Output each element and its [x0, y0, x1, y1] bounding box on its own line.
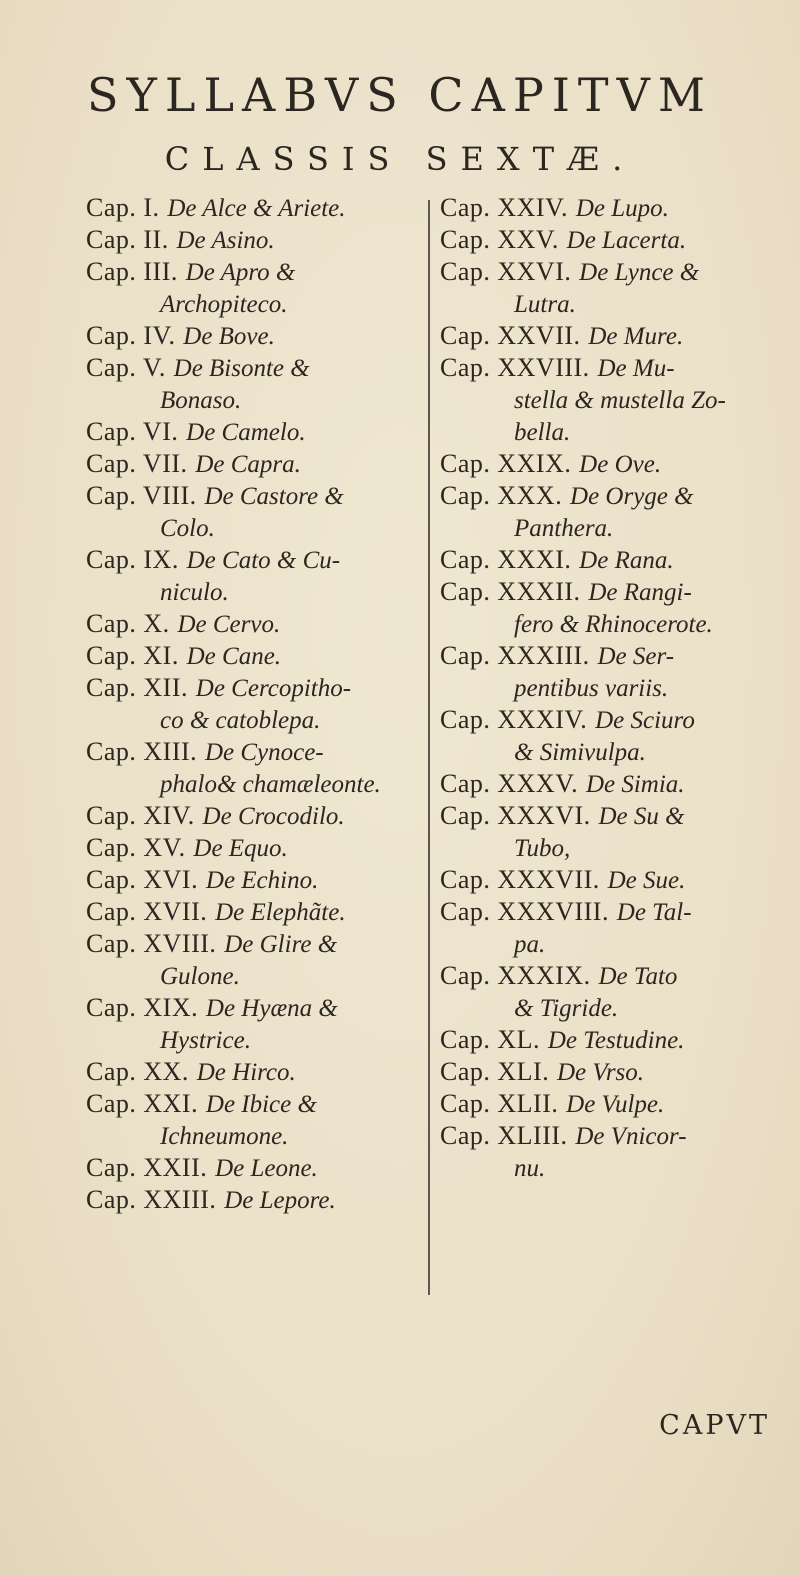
chapter-title: De Vnicor-	[575, 1123, 687, 1150]
chapter-number: Cap. XXXII.	[440, 577, 581, 606]
chapter-title: De Camelo.	[186, 419, 306, 446]
chapter-entry	[440, 480, 780, 512]
chapter-entry	[440, 1120, 780, 1152]
chapter-number: Cap. XL.	[440, 1025, 541, 1054]
chapter-title: De Lupo.	[575, 195, 669, 222]
chapter-number: Cap. XXIV.	[440, 193, 569, 222]
chapter-number: Cap. XXV.	[440, 225, 559, 254]
chapter-number: Cap. XXXVII.	[440, 865, 600, 894]
chapter-entry-continuation	[440, 416, 780, 448]
chapter-entry	[440, 192, 780, 224]
chapter-title: Gulone.	[160, 963, 240, 990]
chapter-entry	[440, 768, 780, 800]
chapter-entry-continuation	[86, 576, 430, 608]
chapter-title: Panthera.	[514, 515, 614, 542]
page-title: SYLLABVS CAPITVM	[87, 68, 713, 122]
chapter-entry	[86, 608, 430, 640]
chapter-title: De Ser-	[597, 643, 675, 670]
chapter-entry-continuation	[86, 768, 430, 800]
column-divider	[428, 200, 430, 1295]
chapter-entry	[86, 256, 430, 288]
chapter-entry-continuation	[86, 704, 430, 736]
chapter-entry	[440, 864, 780, 896]
chapter-title: stella & mustella Zo-	[514, 387, 726, 414]
chapter-entry	[440, 1088, 780, 1120]
chapter-entry	[86, 800, 430, 832]
chapter-entry	[440, 256, 780, 288]
chapter-title: De Tal-	[616, 899, 692, 926]
chapter-title: Bonaso.	[160, 387, 242, 414]
chapter-number: Cap. V.	[86, 353, 166, 382]
chapter-number: Cap. XXVIII.	[440, 353, 590, 382]
chapter-title: De Apro &	[185, 259, 296, 286]
chapter-entry-continuation	[440, 736, 780, 768]
chapter-entry	[86, 448, 430, 480]
chapter-entry	[440, 1056, 780, 1088]
chapter-number: Cap. XVII.	[86, 897, 208, 926]
chapter-entry	[86, 736, 430, 768]
chapter-entry	[440, 896, 780, 928]
chapter-number: Cap. XV.	[86, 833, 186, 862]
chapter-number: Cap. XXVII.	[440, 321, 581, 350]
chapter-title: De Simia.	[585, 771, 685, 798]
chapter-entry-continuation	[440, 672, 780, 704]
chapter-entry	[86, 640, 430, 672]
chapter-title: De Sue.	[607, 867, 686, 894]
catchword: CAPVT	[659, 1410, 770, 1441]
chapter-title: & Tigride.	[514, 995, 619, 1022]
chapter-number: Cap. XIII.	[86, 737, 198, 766]
chapter-number: Cap. XI.	[86, 641, 179, 670]
chapter-number: Cap. IX.	[86, 545, 179, 574]
chapter-title: De Rangi-	[588, 579, 692, 606]
chapter-title: De Leone.	[215, 1155, 318, 1182]
chapter-number: Cap. XXX.	[440, 481, 563, 510]
chapter-entry-continuation	[440, 992, 780, 1024]
chapter-title: De Cato & Cu-	[186, 547, 341, 574]
chapter-title: De Elephãte.	[215, 899, 346, 926]
chapter-entry	[440, 800, 780, 832]
chapter-title: De Asino.	[176, 227, 275, 254]
chapter-title: De Alce & Ariete.	[167, 195, 346, 222]
chapter-entry-continuation	[440, 1152, 780, 1184]
chapter-title: De Hirco.	[196, 1059, 296, 1086]
chapter-number: Cap. XXVI.	[440, 257, 572, 286]
chapter-number: Cap. XVI.	[86, 865, 199, 894]
chapter-title: nu.	[514, 1155, 546, 1182]
chapter-entry-continuation	[86, 512, 430, 544]
chapter-entry	[440, 704, 780, 736]
chapter-title: De Oryge &	[570, 483, 694, 510]
chapter-number: Cap. XLIII.	[440, 1121, 568, 1150]
chapter-number: Cap. I.	[86, 193, 160, 222]
chapter-entry	[86, 224, 430, 256]
chapter-title: De Echino.	[205, 867, 319, 894]
chapter-entry	[86, 480, 430, 512]
chapter-title: phalo& chamæleonte.	[160, 771, 381, 798]
chapter-title: De Tato	[598, 963, 678, 990]
chapter-number: Cap. XXI.	[86, 1089, 199, 1118]
chapter-title: Lutra.	[514, 291, 576, 318]
chapter-number: Cap. XXXV.	[440, 769, 579, 798]
chapter-title: De Mure.	[588, 323, 684, 350]
chapter-number: Cap. VI.	[86, 417, 179, 446]
chapter-number: Cap. II.	[86, 225, 169, 254]
chapter-entry	[440, 448, 780, 480]
chapter-title: De Lacerta.	[566, 227, 687, 254]
chapter-number: Cap. IV.	[86, 321, 176, 350]
chapter-entry	[86, 1152, 430, 1184]
chapter-number: Cap. XII.	[86, 673, 188, 702]
chapter-title: & Simivulpa.	[514, 739, 646, 766]
chapter-number: Cap. XXXIX.	[440, 961, 591, 990]
chapter-title: De Testudine.	[547, 1027, 685, 1054]
chapter-entry	[440, 320, 780, 352]
chapter-number: Cap. XX.	[86, 1057, 189, 1086]
chapter-title: Colo.	[160, 515, 215, 542]
chapter-number: Cap. XXIII.	[86, 1185, 217, 1214]
chapter-title: co & catoblepa.	[160, 707, 321, 734]
chapter-number: Cap. XXII.	[86, 1153, 208, 1182]
chapter-title: De Capra.	[195, 451, 301, 478]
chapter-entry	[86, 672, 430, 704]
chapter-entry-continuation	[440, 928, 780, 960]
chapter-entry-continuation	[440, 384, 780, 416]
chapter-title: bella.	[514, 419, 571, 446]
chapter-number: Cap. VII.	[86, 449, 188, 478]
chapter-title: De Cervo.	[177, 611, 281, 638]
chapter-entry	[86, 320, 430, 352]
chapter-number: Cap. XXXI.	[440, 545, 572, 574]
chapter-entry-continuation	[86, 288, 430, 320]
chapter-title: De Cane.	[186, 643, 282, 670]
chapter-title: De Vrso.	[557, 1059, 645, 1086]
chapter-title: De Ove.	[579, 451, 662, 478]
chapter-title: De Mu-	[597, 355, 675, 382]
chapter-title: De Ibice &	[205, 1091, 317, 1118]
right-chapter-column	[440, 192, 780, 1184]
chapter-entry	[86, 1088, 430, 1120]
chapter-entry	[86, 832, 430, 864]
chapter-number: Cap. XXXIV.	[440, 705, 588, 734]
chapter-number: Cap. XVIII.	[86, 929, 217, 958]
chapter-entry-continuation	[440, 512, 780, 544]
chapter-title: De Castore &	[204, 483, 344, 510]
chapter-entry	[86, 544, 430, 576]
chapter-entry	[440, 1024, 780, 1056]
chapter-title: De Bisonte &	[173, 355, 310, 382]
chapter-title: De Bove.	[183, 323, 275, 350]
chapter-title: De Cynoce-	[204, 739, 324, 766]
chapter-entry	[440, 576, 780, 608]
chapter-number: Cap. XXIX.	[440, 449, 572, 478]
chapter-entry	[86, 992, 430, 1024]
chapter-number: Cap. XIV.	[86, 801, 195, 830]
chapter-entry-continuation	[86, 960, 430, 992]
chapter-entry	[86, 928, 430, 960]
chapter-entry	[440, 960, 780, 992]
chapter-title: De Vulpe.	[566, 1091, 665, 1118]
chapter-title: pa.	[514, 931, 546, 958]
chapter-title: De Crocodilo.	[202, 803, 345, 830]
chapter-entry	[440, 224, 780, 256]
chapter-entry-continuation	[86, 1120, 430, 1152]
chapter-title: De Hyæna &	[205, 995, 338, 1022]
chapter-title: Archopiteco.	[160, 291, 288, 318]
chapter-entry-continuation	[440, 288, 780, 320]
chapter-entry-continuation	[440, 608, 780, 640]
chapter-number: Cap. III.	[86, 257, 178, 286]
chapter-title: niculo.	[160, 579, 229, 606]
chapter-entry	[86, 864, 430, 896]
chapter-entry-continuation	[86, 384, 430, 416]
chapter-title: De Rana.	[579, 547, 674, 574]
chapter-entry-continuation	[440, 832, 780, 864]
chapter-number: Cap. XLI.	[440, 1057, 550, 1086]
chapter-title: De Sciuro	[595, 707, 695, 734]
chapter-title: fero & Rhinocerote.	[514, 611, 713, 638]
chapter-entry	[86, 1056, 430, 1088]
chapter-title: Ichneumone.	[160, 1123, 289, 1150]
chapter-entry-continuation	[86, 1024, 430, 1056]
chapter-title: De Glire &	[224, 931, 338, 958]
chapter-entry	[86, 896, 430, 928]
chapter-number: Cap. XIX.	[86, 993, 199, 1022]
chapter-title: Tubo,	[514, 835, 571, 862]
chapter-entry	[86, 352, 430, 384]
chapter-title: pentibus variis.	[514, 675, 669, 702]
chapter-number: Cap. XXXIII.	[440, 641, 590, 670]
chapter-entry	[86, 416, 430, 448]
chapter-title: Hystrice.	[160, 1027, 251, 1054]
left-chapter-column	[86, 192, 430, 1216]
page-subtitle: CLASSIS SEXTÆ.	[164, 140, 636, 178]
chapter-entry	[440, 544, 780, 576]
chapter-entry	[440, 640, 780, 672]
chapter-number: Cap. XLII.	[440, 1089, 559, 1118]
chapter-number: Cap. VIII.	[86, 481, 197, 510]
chapter-entry	[86, 1184, 430, 1216]
chapter-title: De Lynce &	[579, 259, 700, 286]
chapter-title: De Su &	[598, 803, 685, 830]
chapter-number: Cap. XXXVI.	[440, 801, 591, 830]
chapter-title: De Cercopitho-	[195, 675, 352, 702]
chapter-number: Cap. XXXVIII.	[440, 897, 609, 926]
chapter-entry	[86, 192, 430, 224]
chapter-title: De Equo.	[193, 835, 288, 862]
chapter-number: Cap. X.	[86, 609, 170, 638]
chapter-title: De Lepore.	[224, 1187, 336, 1214]
chapter-entry	[440, 352, 780, 384]
